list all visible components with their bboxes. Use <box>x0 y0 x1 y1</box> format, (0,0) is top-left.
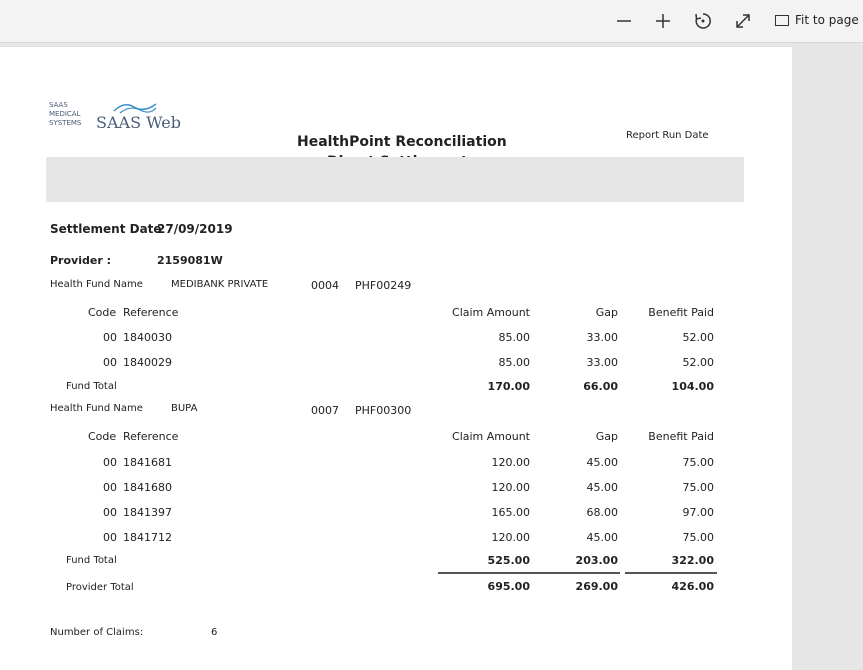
col-header-code: Code <box>88 430 117 443</box>
row-benefit: 75.00 <box>682 531 714 544</box>
claims-count-value: 6 <box>211 627 218 638</box>
settlement-header <box>46 157 744 202</box>
row-benefit: 97.00 <box>682 506 714 519</box>
row-code: 00 <box>103 531 117 544</box>
viewer-toolbar <box>0 0 863 43</box>
logo-line-1: SAAS <box>49 101 68 109</box>
row-code: 00 <box>103 331 117 344</box>
col-header-reference: Reference <box>123 306 179 319</box>
row-gap: 45.00 <box>586 481 618 494</box>
report-title: HealthPoint Reconciliation <box>297 134 507 150</box>
row-claim: 120.00 <box>491 481 530 494</box>
row-benefit: 75.00 <box>682 456 714 469</box>
fit-to-page-icon <box>775 15 789 26</box>
fund-total-label: Fund Total <box>66 555 117 566</box>
col-header-reference: Reference <box>123 430 179 443</box>
fund-name-label: Health Fund Name <box>50 279 143 290</box>
col-header-code: Code <box>88 306 117 319</box>
zoom-out-icon[interactable] <box>614 11 634 31</box>
fund-ref: PHF00300 <box>355 404 412 417</box>
row-gap: 45.00 <box>586 456 618 469</box>
row-gap: 68.00 <box>586 506 618 519</box>
row-reference: 1840029 <box>123 356 172 369</box>
col-header-claim: Claim Amount <box>452 430 530 443</box>
row-gap: 33.00 <box>586 356 618 369</box>
fund-total-claim: 170.00 <box>487 380 530 393</box>
provider-total-gap: 269.00 <box>575 580 618 593</box>
fund-total-benefit: 104.00 <box>671 380 714 393</box>
row-reference: 1841681 <box>123 456 172 469</box>
fund-total-gap: 66.00 <box>583 380 618 393</box>
logo-small-text <box>49 101 81 128</box>
row-gap: 33.00 <box>586 331 618 344</box>
logo-line-2: MEDICAL <box>49 110 81 118</box>
fund-total-gap: 203.00 <box>575 554 618 567</box>
logo-wordmark: SAAS Web <box>96 113 181 132</box>
expand-icon[interactable] <box>733 11 753 31</box>
row-reference: 1841397 <box>123 506 172 519</box>
run-date-label: Report Run Date <box>626 130 709 141</box>
row-reference: 1840030 <box>123 331 172 344</box>
provider-total-claim: 695.00 <box>487 580 530 593</box>
row-code: 00 <box>103 506 117 519</box>
fund-ref: PHF00249 <box>355 279 412 292</box>
row-code: 00 <box>103 481 117 494</box>
provider-total-benefit: 426.00 <box>671 580 714 593</box>
provider-id: 2159081W <box>157 254 223 267</box>
fund-code: 0007 <box>311 404 339 417</box>
fund-name-label: Health Fund Name <box>50 403 143 414</box>
row-code: 00 <box>103 356 117 369</box>
row-claim: 85.00 <box>498 331 530 344</box>
row-reference: 1841712 <box>123 531 172 544</box>
settlement-date-label: Settlement Date <box>50 222 162 236</box>
row-gap: 45.00 <box>586 531 618 544</box>
fund-total-claim: 525.00 <box>487 554 530 567</box>
col-header-benefit: Benefit Paid <box>648 306 714 319</box>
logo-line-3: SYSTEMS <box>49 119 82 127</box>
row-claim: 120.00 <box>491 456 530 469</box>
fit-to-page-button[interactable] <box>775 13 859 27</box>
rotate-icon[interactable] <box>693 11 713 31</box>
provider-total-label: Provider Total <box>66 582 134 593</box>
row-benefit: 52.00 <box>682 356 714 369</box>
total-divider <box>625 572 717 574</box>
fund-name: BUPA <box>171 403 198 414</box>
col-header-gap: Gap <box>595 306 618 319</box>
row-claim: 85.00 <box>498 356 530 369</box>
row-code: 00 <box>103 456 117 469</box>
fund-total-label: Fund Total <box>66 381 117 392</box>
row-claim: 165.00 <box>491 506 530 519</box>
col-header-gap: Gap <box>595 430 618 443</box>
row-reference: 1841680 <box>123 481 172 494</box>
fund-code: 0004 <box>311 279 339 292</box>
row-benefit: 75.00 <box>682 481 714 494</box>
fund-total-benefit: 322.00 <box>671 554 714 567</box>
claims-count-label: Number of Claims: <box>50 627 144 638</box>
saas-logo <box>46 95 183 137</box>
total-divider <box>438 572 620 574</box>
col-header-benefit: Benefit Paid <box>648 430 714 443</box>
provider-label: Provider : <box>50 254 111 267</box>
row-claim: 120.00 <box>491 531 530 544</box>
fit-to-page-label: Fit to page <box>795 13 859 27</box>
zoom-in-icon[interactable] <box>653 11 673 31</box>
col-header-claim: Claim Amount <box>452 306 530 319</box>
row-benefit: 52.00 <box>682 331 714 344</box>
fund-name: MEDIBANK PRIVATE <box>171 279 269 290</box>
settlement-date-value: 27/09/2019 <box>157 222 233 236</box>
